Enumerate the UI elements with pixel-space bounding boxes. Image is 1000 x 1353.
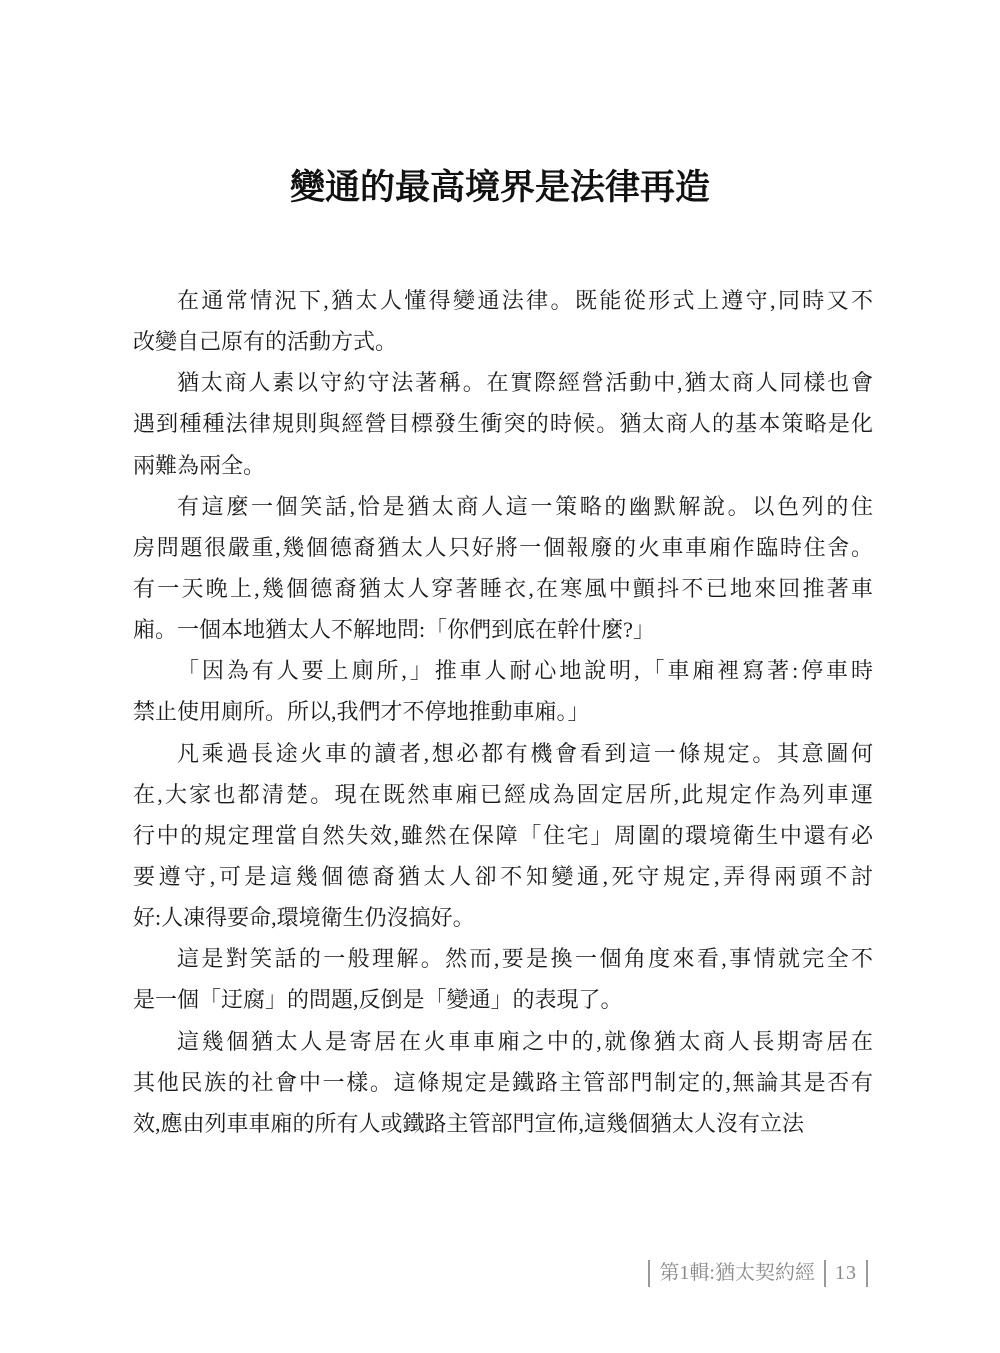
page-title: 變通的最高境界是法律再造: [289, 168, 710, 207]
text-line: 這幾個猶太人是寄居在火車車廂之中的,就像猶太商人長期寄居在: [177, 1028, 873, 1054]
text-line: 禁止使用廁所。所以,我們才不停地推動車廂。」: [133, 699, 590, 725]
text-line: 要遵守,可是這幾個德裔猶太人卻不知變通,死守規定,弄得兩頭不討: [133, 863, 873, 889]
text-line: 猶太商人素以守約守法著稱。在實際經營活動中,猶太商人同樣也會: [177, 370, 873, 396]
text-line: 有這麼一個笑話,恰是猶太商人這一策略的幽默解說。以色列的住: [177, 493, 873, 519]
footer-divider: [648, 1260, 650, 1287]
body-text: [133, 280, 873, 1144]
text-line: 效,應由列車車廂的所有人或鐵路主管部門宣佈,這幾個猶太人沒有立法: [133, 1110, 805, 1136]
text-line: 這是對笑話的一般理解。然而,要是換一個角度來看,事情就完全不: [177, 946, 873, 972]
text-line: 在通常情況下,猶太人懂得變通法律。既能從形式上遵守,同時又不: [177, 288, 873, 313]
text-line: 「因為有人要上廁所,」推車人耐心地說明,「車廂裡寫著:停車時: [177, 658, 873, 684]
text-line: 改變自己原有的活動方式。: [133, 329, 398, 355]
text-line: 在,大家也都清楚。現在既然車廂已經成為固定居所,此規定作為列車運: [133, 781, 873, 807]
text-line: 凡乘過長途火車的讀者,想必都有機會看到這一條規定。其意圖何: [177, 740, 873, 766]
footer-divider: [866, 1260, 868, 1287]
text-line: 行中的規定理當自然失效,雖然在保障「住宅」周圍的環境衛生中還有必: [133, 822, 873, 848]
page-footer: [639, 1258, 877, 1288]
footer-section-label: 第1輯:猶太契約經: [659, 1262, 815, 1284]
footer-divider: [824, 1260, 826, 1287]
text-line: 有一天晚上,幾個德裔猶太人穿著睡衣,在寒風中顫抖不已地來回推著車: [133, 575, 873, 601]
text-line: 房問題很嚴重,幾個德裔猶太人只好將一個報廢的火車車廂作臨時住舍。: [133, 534, 873, 560]
footer-page-number: 13: [835, 1262, 857, 1284]
text-line: 其他民族的社會中一樣。這條規定是鐵路主管部門制定的,無論其是否有: [133, 1069, 873, 1095]
text-line: 廂。一個本地猶太人不解地問:「你們到底在幹什麼?」: [133, 617, 655, 643]
text-line: 是一個「迂腐」的問題,反倒是「變通」的表現了。: [133, 987, 623, 1013]
text-line: 遇到種種法律規則與經營目標發生衝突的時候。猶太商人的基本策略是化: [133, 411, 873, 437]
text-line: 兩難為兩全。: [133, 452, 266, 478]
text-line: 好:人凍得要命,環境衛生仍沒搞好。: [133, 905, 475, 931]
